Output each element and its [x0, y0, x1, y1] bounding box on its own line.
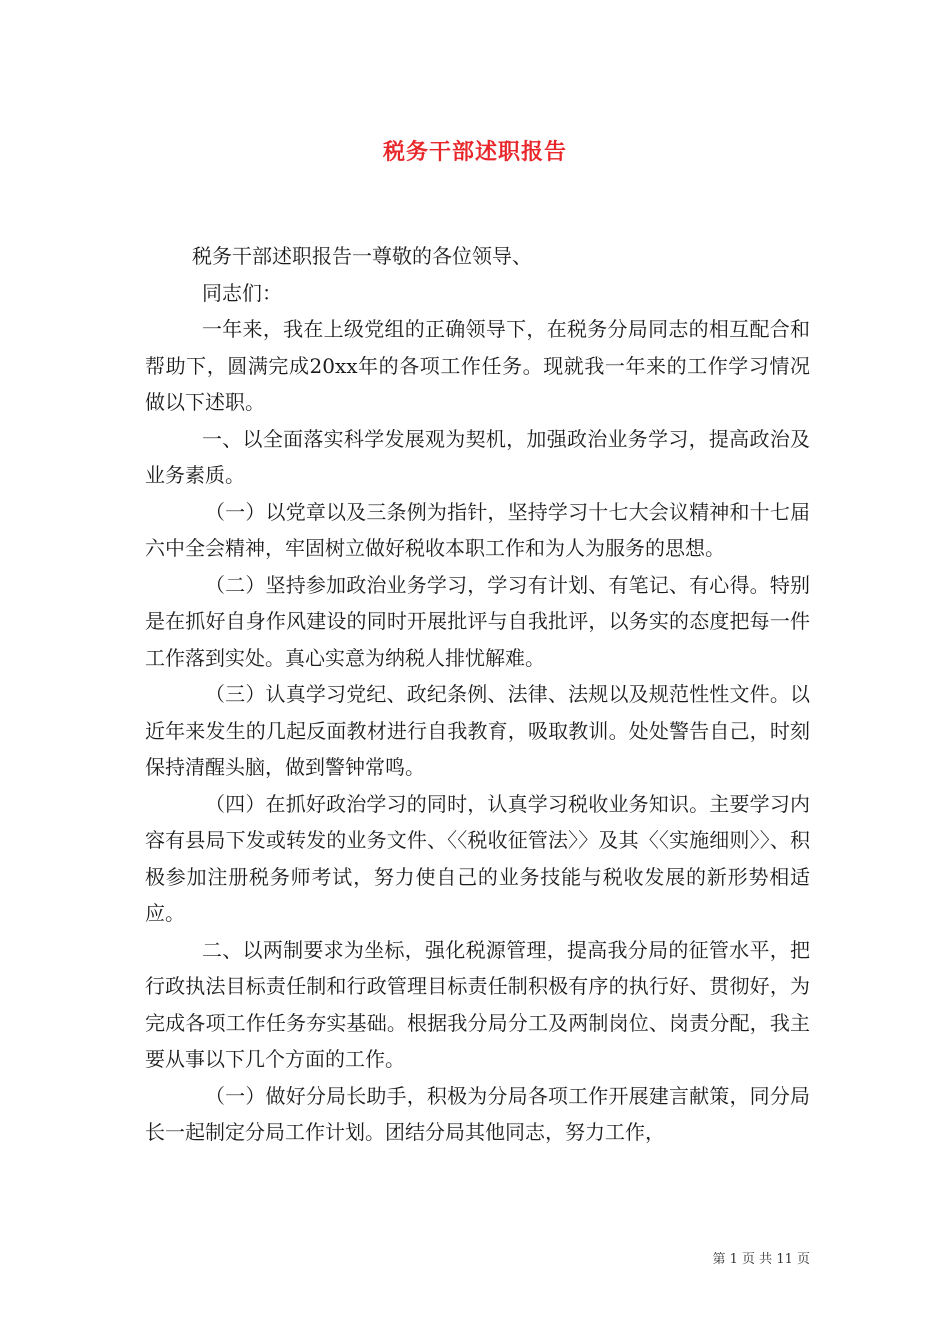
paragraph-section-1-item-2: （二）坚持参加政治业务学习，学习有计划、有笔记、有心得。特别是在抓好自身作风建设的同时开展批评与自我批评，以务实的态度把每一件工作落到实处。真心实意为纳税人排忧解难。 — [145, 572, 810, 670]
paragraph-salutation: 税务干部述职报告一尊敬的各位领导、 — [192, 244, 532, 268]
document-title: 税务干部述职报告 — [382, 139, 567, 165]
paragraph-section-2-heading: 二、以两制要求为坐标，强化税源管理，提高我分局的征管水平，把行政执法目标责任制和行政管理目标责任制积极有序的执行好、贯彻好，为完成各项工作任务夯实基础。根据我分局分工及两制岗位、岗责分配，我主要从事以下几个方面的工作。 — [145, 937, 810, 1071]
paragraph-section-1-item-4: （四）在抓好政治学习的同时，认真学习税收业务知识。主要学习内容有县局下发或转发的业务文件、〈〈税收征管法〉〉及其〈〈实施细则〉〉、积极参加注册税务师考试，努力使自己的业务技能与税收发展的新形势相适应。 — [145, 791, 810, 925]
paragraph-section-1-item-1: （一）以党章以及三条例为指针，坚持学习十七大会议精神和十七届六中全会精神，牢固树立做好税收本职工作和为人为服务的思想。 — [145, 499, 810, 560]
document-body — [145, 238, 810, 1151]
paragraph-section-2-item-1: （一）做好分局长助手，积极为分局各项工作开展建言献策，同分局长一起制定分局工作计划。团结分局其他同志，努力工作， — [145, 1083, 810, 1144]
paragraph-section-1-heading: 一、以全面落实科学发展观为契机，加强政治业务学习，提高政治及业务素质。 — [145, 426, 810, 487]
page-number-indicator: 第 1 页 共 11 页 — [712, 1252, 810, 1267]
paragraph-intro: 一年来，我在上级党组的正确领导下，在税务分局同志的相互配合和帮助下，圆满完成20xx年的各项工作任务。现就我一年来的工作学习情况做以下述职。 — [145, 317, 810, 414]
paragraph-section-1-item-3: （三）认真学习党纪、政纪条例、法律、法规以及规范性性文件。以近年来发生的几起反面教材进行自我教育，吸取教训。处处警告自己，时刻保持清醒头脑，做到警钟常鸣。 — [145, 682, 810, 779]
paragraph-salutation-continued: 同志们： — [202, 280, 282, 305]
